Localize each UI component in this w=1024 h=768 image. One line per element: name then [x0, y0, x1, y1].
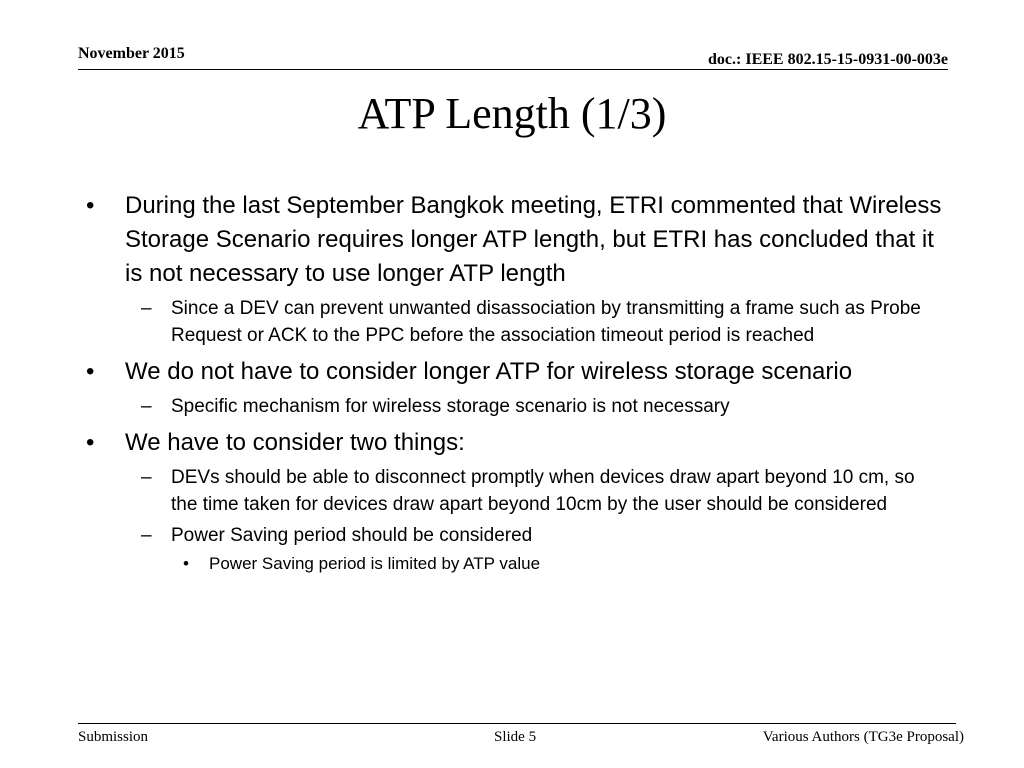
dash-marker: – — [141, 396, 152, 417]
slide-body — [84, 189, 944, 576]
bullet-2 — [84, 355, 944, 389]
bullet-marker: • — [86, 429, 95, 456]
header-date: November 2015 — [78, 45, 185, 62]
dash-marker: – — [141, 298, 152, 319]
bullet-marker: • — [183, 554, 189, 573]
bullet-text: Specific mechanism for wireless storage scenario is not necessary — [171, 396, 730, 417]
bullet-text: We do not have to consider longer ATP for wireless storage scenario — [125, 358, 853, 385]
bullet-text: Power Saving period is limited by ATP value — [209, 554, 541, 573]
header-divider — [78, 69, 948, 70]
footer-submission: Submission — [78, 729, 149, 745]
bullet-text: Power Saving period should be considered — [171, 525, 533, 546]
footer-slide-number: Slide 5 — [494, 729, 537, 745]
header-doc-id: doc.: IEEE 802.15-15-0931-00-003e — [708, 51, 948, 68]
footer-authors: Various Authors (TG3e Proposal) — [762, 729, 964, 745]
bullet-marker: • — [86, 192, 95, 219]
dash-marker: – — [141, 467, 152, 488]
bullet-marker: • — [86, 358, 95, 385]
bullet-text: We have to consider two things: — [125, 429, 465, 456]
bullet-1-sub-1 — [84, 295, 944, 349]
bullet-text: During the last September Bangkok meeting, ETRI commented that Wireless Storage Scenario requires longer ATP length, but ETRI has concluded that it is not necessary to use longer ATP length — [125, 192, 942, 287]
bullet-text: Since a DEV can prevent unwanted disassociation by transmitting a frame such as Probe Request or ACK to the PPC before the association timeout period is reached — [171, 298, 921, 346]
bullet-3-sub-2-sub-1 — [84, 552, 944, 576]
bullet-3 — [84, 426, 944, 460]
bullet-1 — [84, 189, 944, 291]
bullet-3-sub-1 — [84, 464, 944, 518]
dash-marker: – — [141, 525, 152, 546]
bullet-text: DEVs should be able to disconnect promptly when devices draw apart beyond 10 cm, so the time taken for devices draw apart beyond 10cm by the user should be considered — [171, 467, 915, 515]
bullet-3-sub-2 — [84, 522, 944, 549]
slide-title: ATP Length (1/3) — [357, 89, 667, 138]
footer-divider — [78, 723, 956, 724]
bullet-2-sub-1 — [84, 393, 944, 420]
